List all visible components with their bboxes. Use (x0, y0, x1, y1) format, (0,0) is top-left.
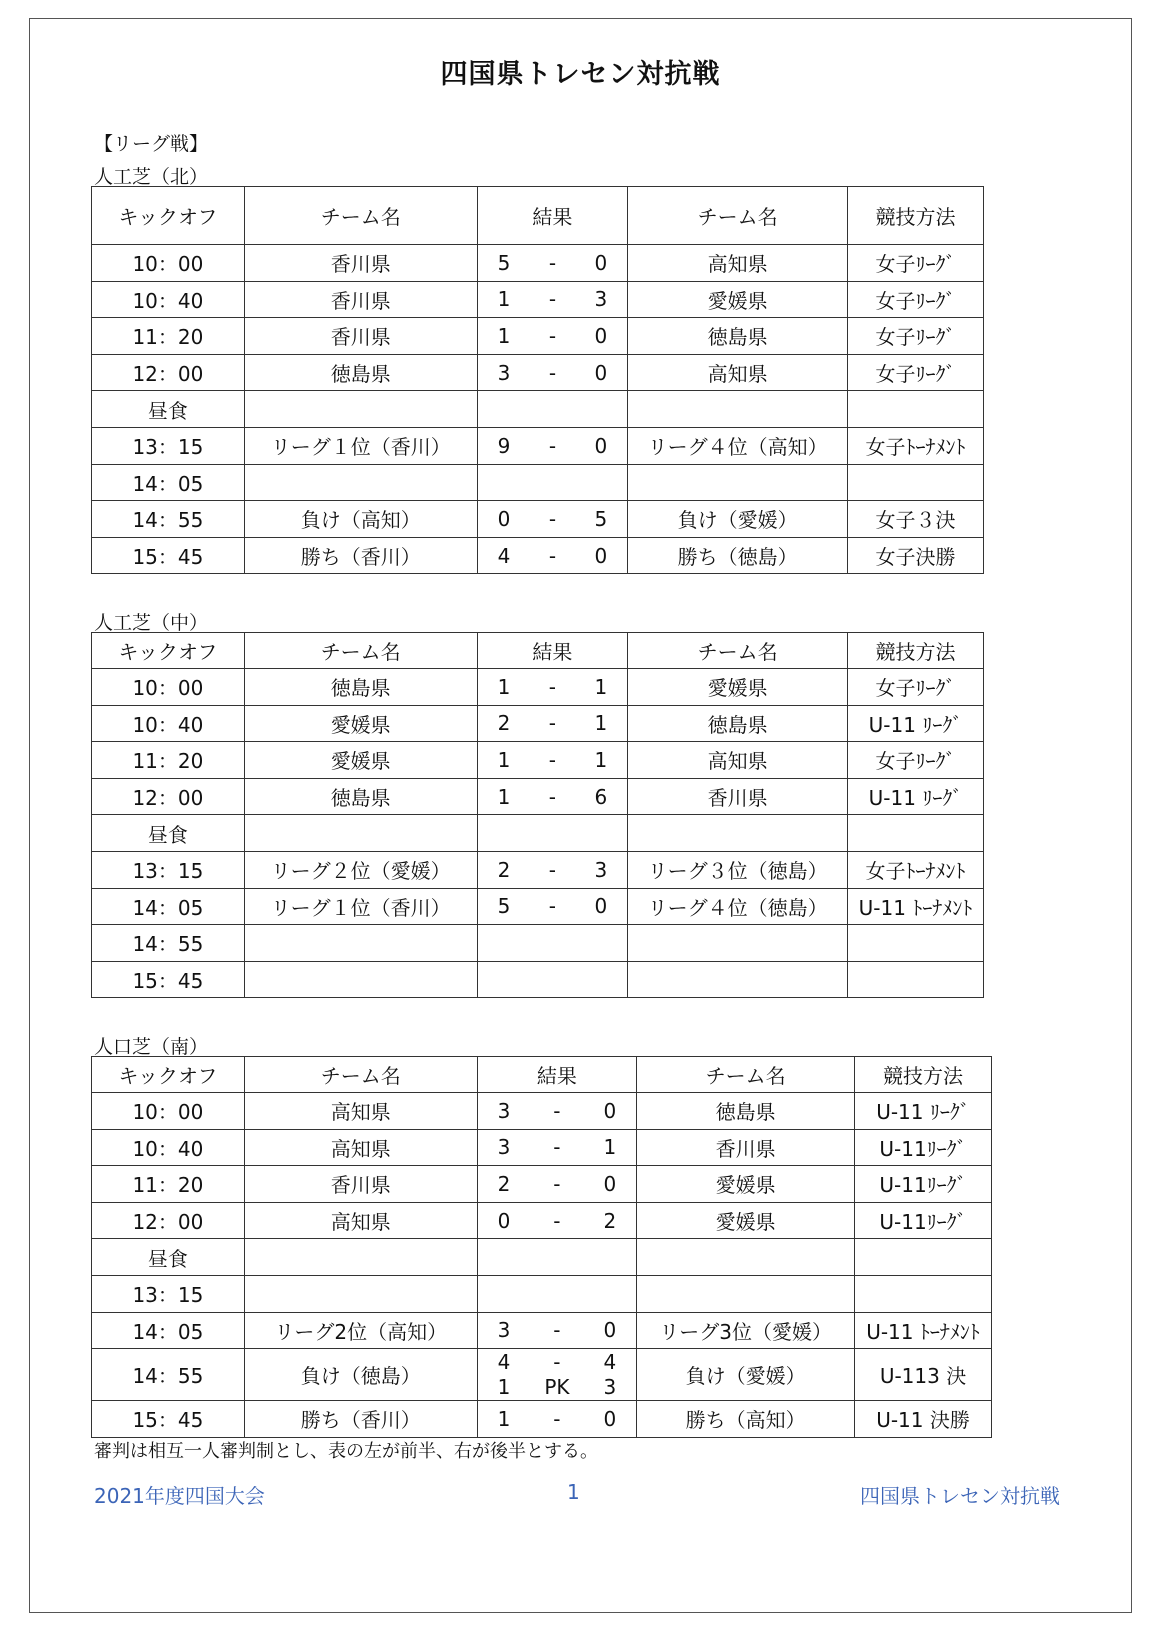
score-left: 1 (497, 287, 511, 312)
team2-name (628, 925, 848, 962)
kickoff-time: 14：05 (92, 1312, 245, 1349)
result-score (477, 961, 628, 998)
score-box (478, 742, 628, 778)
header-row (92, 1057, 992, 1093)
match-row (92, 464, 984, 501)
score-dash: - (548, 857, 556, 882)
score-dash: - (553, 1349, 561, 1374)
team1-name: 香川県 (244, 318, 477, 355)
kickoff-time: 14：05 (92, 888, 245, 925)
result-score (477, 1275, 637, 1312)
match-row (92, 1275, 992, 1312)
referee-note: 審判は相互一人審判制とし、表の左が前半、右が後半とする。 (94, 1441, 598, 1462)
score-right: 6 (594, 784, 608, 809)
kickoff-time: 11：20 (92, 318, 245, 355)
score-right: 5 (594, 506, 608, 531)
score-dash: - (548, 506, 557, 531)
footer-right: 四国県トレセン対抗戦 (860, 1484, 1060, 1508)
match-row (92, 391, 984, 428)
match-row (92, 742, 984, 779)
team1-name (244, 1239, 477, 1276)
match-row (92, 1202, 992, 1239)
result-score (477, 1093, 637, 1130)
match-row (92, 815, 984, 852)
score-left: 9 (497, 433, 511, 458)
match-row (92, 501, 984, 538)
footer-left: 2021年度四国大会 (94, 1484, 265, 1508)
score-dash: - (553, 1318, 561, 1343)
competition-method: U-11 決勝 (855, 1401, 992, 1438)
team1-name (244, 391, 477, 428)
schedule-table-south (91, 1056, 992, 1438)
competition-method: 女子決勝 (848, 537, 984, 574)
score-right: 0 (603, 1406, 617, 1431)
score-right: 0 (603, 1171, 617, 1196)
competition-method: U-11 ﾘｰｸﾞ (855, 1093, 992, 1130)
team1-name: リーグ２位（愛媛） (244, 851, 477, 888)
team2-name: リーグ４位（高知） (628, 427, 848, 464)
team2-name: 高知県 (628, 742, 848, 779)
kickoff-time: 10：40 (92, 705, 245, 742)
result-score (477, 1312, 637, 1349)
team2-name: 香川県 (637, 1129, 855, 1166)
score-right: 3 (594, 287, 608, 312)
pk-left: 1 (497, 1375, 511, 1400)
score-right: 0 (603, 1318, 617, 1343)
score-left: 0 (497, 1208, 511, 1233)
competition-method: 女子ﾘｰｸﾞ (848, 669, 984, 706)
score-right: 1 (594, 711, 608, 736)
score-box (478, 355, 628, 391)
score-dash: - (553, 1406, 561, 1431)
score-left: 2 (497, 857, 511, 882)
kickoff-time: 10：00 (92, 245, 245, 282)
team1-name (244, 961, 477, 998)
team1-name: 香川県 (244, 1166, 477, 1203)
match-row (92, 281, 984, 318)
team2-name: 高知県 (628, 354, 848, 391)
team2-name: 愛媛県 (637, 1202, 855, 1239)
team1-name: 愛媛県 (244, 705, 477, 742)
schedule-table-center (91, 632, 984, 998)
document-title: 四国県トレセン対抗戦 (440, 59, 721, 90)
score-dash: - (548, 674, 556, 699)
kickoff-time: 14：55 (92, 925, 245, 962)
team2-name: 徳島県 (628, 705, 848, 742)
team2-name: リーグ４位（徳島） (628, 888, 848, 925)
score-dash: - (548, 894, 556, 919)
team1-name: 勝ち（香川） (244, 537, 477, 574)
match-row (92, 961, 984, 998)
score-dash: - (548, 433, 557, 458)
competition-method (848, 961, 984, 998)
section-label-south: 人口芝（南） (94, 1036, 209, 1058)
match-row (92, 1349, 992, 1401)
score-left: 0 (497, 506, 511, 531)
result-score (477, 427, 628, 464)
header-method: 競技方法 (848, 633, 984, 669)
competition-method: U-11ﾘｰｸﾞ (855, 1129, 992, 1166)
header-result: 結果 (477, 1057, 637, 1093)
kickoff-time: 13：15 (92, 1275, 245, 1312)
kickoff-time: 11：20 (92, 1166, 245, 1203)
team1-name: 徳島県 (244, 354, 477, 391)
team1-name (244, 815, 477, 852)
team2-name: 香川県 (628, 778, 848, 815)
pk-right: 3 (603, 1375, 617, 1400)
team2-name (628, 464, 848, 501)
score-box (478, 779, 628, 815)
team1-name: リーグ2位（高知） (244, 1312, 477, 1349)
match-row (92, 354, 984, 391)
result-score (477, 815, 628, 852)
team2-name (637, 1275, 855, 1312)
kickoff-time: 15：45 (92, 1401, 245, 1438)
kickoff-time: 14：55 (92, 1349, 245, 1401)
score-dash: - (548, 784, 556, 809)
competition-method: U-11 ﾄｰﾅﾒﾝﾄ (848, 888, 984, 925)
competition-method (855, 1275, 992, 1312)
score-left: 1 (497, 1406, 511, 1431)
score-box (478, 1203, 637, 1239)
header-row (92, 633, 984, 669)
match-row (92, 1401, 992, 1438)
header-kickoff: キックオフ (92, 187, 245, 245)
kickoff-time: 13：15 (92, 851, 245, 888)
match-row (92, 1166, 992, 1203)
team2-name: 勝ち（徳島） (628, 537, 848, 574)
competition-method: U-11 ﾘｰｸﾞ (848, 778, 984, 815)
header-team1: チーム名 (244, 1057, 477, 1093)
competition-method: U-113 決 (855, 1349, 992, 1401)
score-left: 3 (497, 1135, 511, 1160)
team1-name: 徳島県 (244, 778, 477, 815)
score-left: 3 (497, 1098, 511, 1123)
score-box (478, 1313, 637, 1349)
score-dash: - (548, 287, 557, 312)
result-score (477, 705, 628, 742)
kickoff-time: 15：45 (92, 961, 245, 998)
kickoff-time: 10：40 (92, 1129, 245, 1166)
score-box (478, 318, 628, 354)
footer-page-number: 1 (567, 1480, 580, 1504)
score-box (478, 706, 628, 742)
team1-name: 負け（高知） (244, 501, 477, 538)
schedule-table-north (91, 186, 984, 574)
score-right: 0 (594, 250, 608, 275)
result-score (477, 925, 628, 962)
league-label: 【リーグ戦】 (94, 133, 209, 155)
score-right: 4 (603, 1349, 617, 1374)
score-dash: - (548, 543, 557, 568)
score-box (478, 669, 628, 705)
team1-name: 香川県 (244, 245, 477, 282)
score-box (478, 852, 628, 888)
team1-name: 愛媛県 (244, 742, 477, 779)
result-score (477, 1129, 637, 1166)
header-method: 競技方法 (855, 1057, 992, 1093)
match-row (92, 318, 984, 355)
team2-name (628, 961, 848, 998)
team2-name: リーグ３位（徳島） (628, 851, 848, 888)
result-score (477, 1202, 637, 1239)
match-row (92, 705, 984, 742)
kickoff-time: 14：55 (92, 501, 245, 538)
match-row (92, 925, 984, 962)
kickoff-time: 昼食 (92, 1239, 245, 1276)
match-row (92, 427, 984, 464)
competition-method (855, 1239, 992, 1276)
team2-name: 愛媛県 (628, 669, 848, 706)
score-left: 4 (497, 1349, 511, 1374)
score-box (478, 889, 628, 925)
match-row (92, 1312, 992, 1349)
match-row (92, 1129, 992, 1166)
header-kickoff: キックオフ (92, 1057, 245, 1093)
score-box (478, 1166, 637, 1202)
team2-name: 徳島県 (628, 318, 848, 355)
score-dash: - (553, 1135, 561, 1160)
kickoff-time: 12：00 (92, 1202, 245, 1239)
team2-name: 徳島県 (637, 1093, 855, 1130)
team2-name: リーグ3位（愛媛） (637, 1312, 855, 1349)
header-row (92, 187, 984, 245)
section-label-north: 人工芝（北） (94, 166, 209, 188)
team1-name (244, 464, 477, 501)
result-score (477, 742, 628, 779)
competition-method: 女子ﾘｰｸﾞ (848, 245, 984, 282)
match-row (92, 1239, 992, 1276)
match-row (92, 778, 984, 815)
header-team1: チーム名 (244, 633, 477, 669)
team2-name: 負け（愛媛） (628, 501, 848, 538)
score-left: 5 (497, 250, 511, 275)
result-score (477, 245, 628, 282)
result-score (477, 669, 628, 706)
score-right: 3 (594, 857, 608, 882)
result-score (477, 318, 628, 355)
team1-name (244, 1275, 477, 1312)
competition-method (848, 464, 984, 501)
score-box (478, 1093, 637, 1129)
competition-method (848, 391, 984, 428)
score-right: 2 (603, 1208, 617, 1233)
team1-name (244, 925, 477, 962)
header-kickoff: キックオフ (92, 633, 245, 669)
team1-name: 高知県 (244, 1129, 477, 1166)
score-left: 1 (497, 747, 511, 772)
header-team2: チーム名 (637, 1057, 855, 1093)
kickoff-time: 10：40 (92, 281, 245, 318)
kickoff-time: 10：00 (92, 669, 245, 706)
score-box (478, 1401, 637, 1437)
team2-name: 負け（愛媛） (637, 1349, 855, 1401)
kickoff-time: 10：00 (92, 1093, 245, 1130)
result-score (477, 281, 628, 318)
kickoff-time: 14：05 (92, 464, 245, 501)
score-right: 0 (594, 360, 608, 385)
kickoff-time: 12：00 (92, 778, 245, 815)
kickoff-time: 昼食 (92, 815, 245, 852)
score-dash: - (548, 360, 557, 385)
score-right: 0 (594, 894, 608, 919)
score-left: 4 (497, 543, 511, 568)
score-box (478, 1349, 637, 1400)
kickoff-time: 15：45 (92, 537, 245, 574)
match-row (92, 669, 984, 706)
score-box (478, 282, 628, 318)
competition-method: 女子ﾘｰｸﾞ (848, 354, 984, 391)
competition-method: U-11 ﾄｰﾅﾒﾝﾄ (855, 1312, 992, 1349)
team2-name: 愛媛県 (637, 1166, 855, 1203)
score-right: 0 (594, 433, 608, 458)
score-left: 1 (497, 323, 511, 348)
competition-method: 女子ﾘｰｸﾞ (848, 318, 984, 355)
score-right: 1 (594, 747, 608, 772)
result-score (477, 1401, 637, 1438)
header-team2: チーム名 (628, 633, 848, 669)
result-score (477, 354, 628, 391)
score-dash: - (548, 711, 556, 736)
score-right: 0 (603, 1098, 617, 1123)
match-row (92, 888, 984, 925)
score-left: 3 (497, 1318, 511, 1343)
competition-method: 女子ﾘｰｸﾞ (848, 742, 984, 779)
result-score (477, 778, 628, 815)
team1-name: 徳島県 (244, 669, 477, 706)
result-score (477, 1166, 637, 1203)
result-score (477, 1239, 637, 1276)
score-right: 0 (594, 543, 608, 568)
header-result: 結果 (477, 633, 628, 669)
score-box (478, 538, 628, 574)
team2-name (637, 1239, 855, 1276)
score-left: 1 (497, 674, 511, 699)
competition-method: 女子ﾘｰｸﾞ (848, 281, 984, 318)
team2-name (628, 815, 848, 852)
competition-method: U-11ﾘｰｸﾞ (855, 1166, 992, 1203)
result-score (477, 464, 628, 501)
competition-method (848, 925, 984, 962)
competition-method: U-11ﾘｰｸﾞ (855, 1202, 992, 1239)
team1-name: 勝ち（香川） (244, 1401, 477, 1438)
competition-method: U-11 ﾘｰｸﾞ (848, 705, 984, 742)
match-row (92, 851, 984, 888)
kickoff-time: 13：15 (92, 427, 245, 464)
kickoff-time: 昼食 (92, 391, 245, 428)
score-dash: - (553, 1208, 561, 1233)
team1-name: 高知県 (244, 1093, 477, 1130)
header-result: 結果 (477, 187, 628, 245)
score-dash: - (548, 323, 557, 348)
team2-name (628, 391, 848, 428)
team1-name: リーグ１位（香川） (244, 888, 477, 925)
score-right: 0 (594, 323, 608, 348)
score-left: 2 (497, 1171, 511, 1196)
team1-name: 負け（徳島） (244, 1349, 477, 1401)
score-box (478, 428, 628, 464)
result-score (477, 1349, 637, 1401)
score-left: 1 (497, 784, 511, 809)
section-label-center: 人工芝（中） (94, 612, 209, 634)
team1-name: 香川県 (244, 281, 477, 318)
result-score (477, 851, 628, 888)
result-score (477, 501, 628, 538)
kickoff-time: 12：00 (92, 354, 245, 391)
score-dash: - (553, 1098, 561, 1123)
score-right: 1 (594, 674, 608, 699)
header-method: 競技方法 (848, 187, 984, 245)
result-score (477, 537, 628, 574)
competition-method: 女子３決 (848, 501, 984, 538)
score-left: 3 (497, 360, 511, 385)
competition-method: 女子ﾄｰﾅﾒﾝﾄ (848, 427, 984, 464)
header-team1: チーム名 (244, 187, 477, 245)
score-right: 1 (603, 1135, 617, 1160)
team2-name: 高知県 (628, 245, 848, 282)
score-box (478, 501, 628, 537)
score-dash: - (553, 1171, 561, 1196)
score-box (478, 1130, 637, 1166)
score-left: 2 (497, 711, 511, 736)
result-score (477, 888, 628, 925)
competition-method: 女子ﾄｰﾅﾒﾝﾄ (848, 851, 984, 888)
match-row (92, 1093, 992, 1130)
result-score (477, 391, 628, 428)
team2-name: 勝ち（高知） (637, 1401, 855, 1438)
score-box (478, 245, 628, 281)
pk-label: PK (544, 1375, 570, 1400)
score-dash: - (548, 747, 556, 772)
team1-name: リーグ１位（香川） (244, 427, 477, 464)
match-row (92, 537, 984, 574)
kickoff-time: 11：20 (92, 742, 245, 779)
team2-name: 愛媛県 (628, 281, 848, 318)
header-team2: チーム名 (628, 187, 848, 245)
team1-name: 高知県 (244, 1202, 477, 1239)
competition-method (848, 815, 984, 852)
score-dash: - (548, 250, 557, 275)
match-row (92, 245, 984, 282)
score-left: 5 (497, 894, 511, 919)
